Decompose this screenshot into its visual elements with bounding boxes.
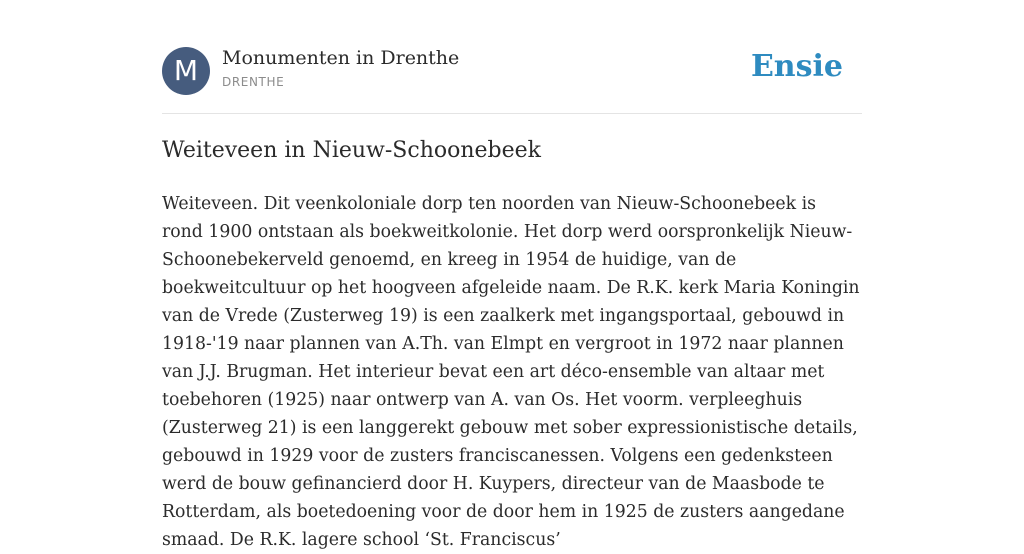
publisher-title[interactable]: Monumenten in Drenthe [222, 47, 460, 69]
page-header [162, 46, 862, 96]
publisher-avatar[interactable]: M [162, 47, 210, 95]
brand-logo[interactable]: Ensie [750, 49, 843, 84]
article-body: Weiteveen. Dit veenkoloniale dorp ten noorden van Nieuw-Schoonebeek is rond 1900 ontstaan als boekweitkolonie. Het dorp werd oorspronkelijk Nieuw-Schoonebekerveld genoemd, en kreeg in 1954 de huidige, van de boekweitcultuur op het hoogveen afgeleide naam. De R.K. kerk Maria Koningin van de Vrede (Zusterweg 19) is een zaalkerk met ingangsportaal, gebouwd in 1918-'19 naar plannen van A.Th. van Elmpt en vergroot in 1972 naar plannen van J.J. Brugman. Het interieur bevat een art déco-ensemble van altaar met toebehoren (1925) naar ontwerp van A. van Os. Het voorm. verpleeghuis (Zusterweg 21) is een langgerekt gebouw met sober expressionistische details, gebouwd in 1929 voor de zusters franciscanessen. Volgens een gedenksteen werd de bouw gefinancierd door H. Kuypers, directeur van de Maasbode te Rotterdam, als boetedoening voor de door hem in 1925 de zusters aangedane smaad. De R.K. lagere school ‘St. Franciscus’ [162, 194, 860, 550]
header-divider [162, 113, 862, 114]
publisher-subtitle: DRENTHE [222, 75, 285, 89]
article-title: Weiteveen in Nieuw-Schoonebeek [162, 138, 541, 163]
